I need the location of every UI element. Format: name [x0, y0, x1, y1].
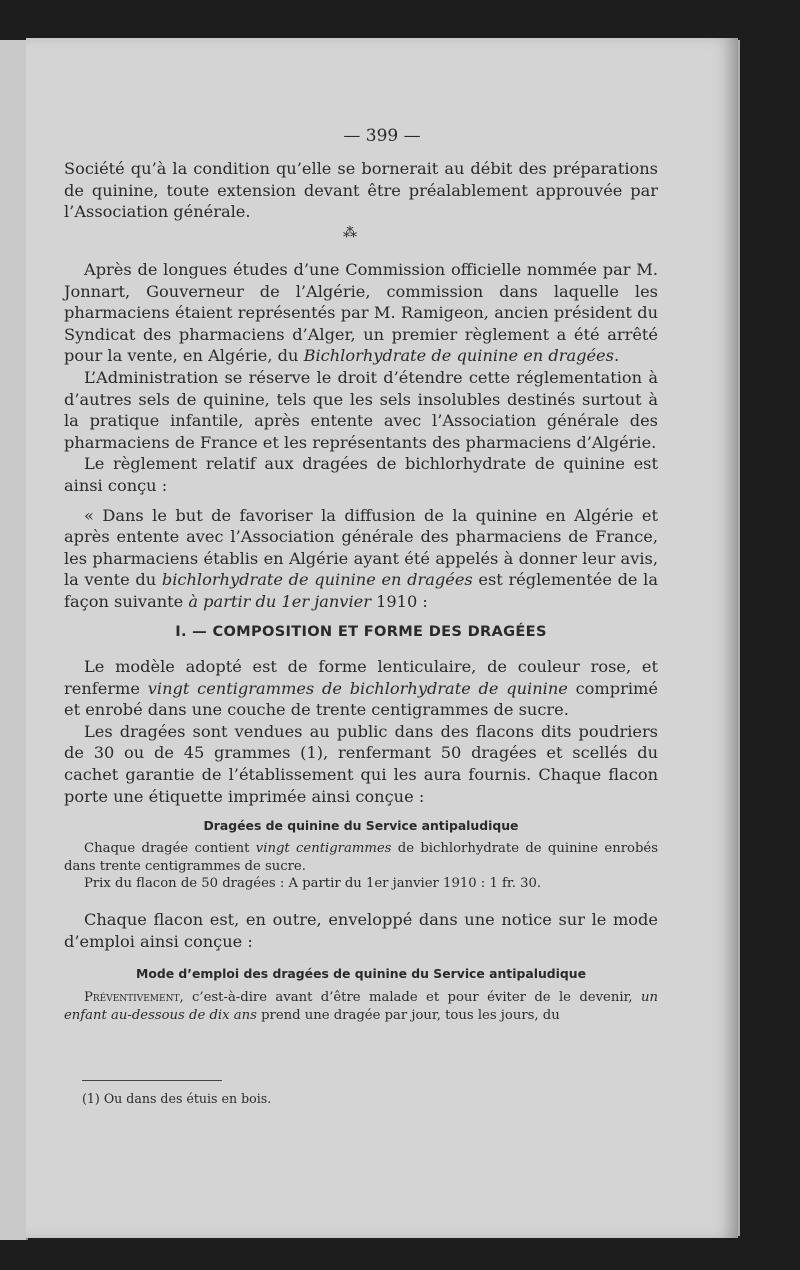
label-contents: Chaque dragée contient vingt centigrammes de bichlorhydrate de quinine enrobés dans trente centigrammes de sucre.: [64, 841, 658, 874]
paragraph-4: Le règlement relatif aux dragées de bichlorhydrate de quinine est ainsi conçu :: [64, 454, 658, 495]
label-price: Prix du flacon de 50 dragées : A partir du 1er janvier 1910 : 1 fr. 30.: [84, 876, 542, 891]
book-page: [26, 38, 738, 1238]
paragraph-3: L’Administration se réserve le droit d’étendre cette réglementation à d’autres sels de quinine, tels que les sels insolubles destinés surtout à la pratique infantile, après entente avec l’Association générale des pharmaciens de France et les représentants des pharmaciens d’Algérie.: [64, 367, 658, 452]
paragraph-continuation: [64, 158, 658, 223]
paragraph-5: « Dans le but de favoriser la diffusion de la quinine en Algérie et après entente avec l’Association générale des pharmaciens de France, les pharmaciens établis en Algérie ayant été appelés à donner leur avis, la vente du bichlorhydrate de quinine en dragées est réglementée de la façon suivante à partir du 1er janvier 1910 :: [64, 505, 658, 611]
paragraph-2: Après de longues études d’une Commission officielle nommée par M. Jonnart, Gouverneur de l’Algérie, commission dans laquelle les pharmaciens étaient représentés par M. Ramigeon, ancien président du Syndicat des pharmaciens d’Alger, un premier règlement a été arrêté pour la vente, en Algérie, du Bichlorhydrate de quinine en dragées.: [64, 260, 658, 366]
main-text-block: [64, 259, 658, 613]
section-heading: I. — COMPOSITION ET FORME DES DRAGÉES: [175, 623, 547, 640]
paragraph-7: Les dragées sont vendues au public dans des flacons dits poudriers de 30 ou de 45 grammes (1), renfermant 50 dragées et scellés du cachet garantie de l’établissement qui les aura fournis. Chaque flacon porte une étiquette imprimée ainsi conçue :: [64, 721, 658, 806]
notice-text: [64, 989, 658, 1024]
notice-paragraph: Préventivement, c’est-à-dire avant d’être malade et pour éviter de le devenir, un enfant au-dessous de dix ans prend une dragée par jour, tous les jours, du: [64, 990, 658, 1023]
paragraph-1: Société qu’à la condition qu’elle se bornerait au débit des préparations de quinine, toute extension devant être préalablement approuvée par l’Association générale.: [64, 159, 658, 222]
section-asterism: ⁂: [343, 225, 357, 241]
label-heading: Dragées de quinine du Service antipaludique: [203, 818, 519, 833]
section-text-block: [64, 656, 658, 807]
facing-page-edge: [0, 40, 28, 1240]
label-text: [64, 840, 658, 893]
footnote-rule: [82, 1080, 222, 1081]
paragraph-6: Le modèle adopté est de forme lenticulaire, de couleur rose, et renferme vingt centigrammes de bichlorhydrate de quinine comprimé et enrobé dans une couche de trente centigrammes de sucre.: [64, 657, 658, 720]
paragraph-8-block: [64, 909, 658, 952]
paragraph-8: Chaque flacon est, en outre, enveloppé dans une notice sur le mode d’emploi ainsi conçue :: [64, 910, 658, 951]
notice-heading: Mode d’emploi des dragées de quinine du Service antipaludique: [135, 966, 586, 981]
footnote: (1) Ou dans des étuis en bois.: [82, 1091, 272, 1106]
page-number: — 399 —: [343, 126, 421, 146]
